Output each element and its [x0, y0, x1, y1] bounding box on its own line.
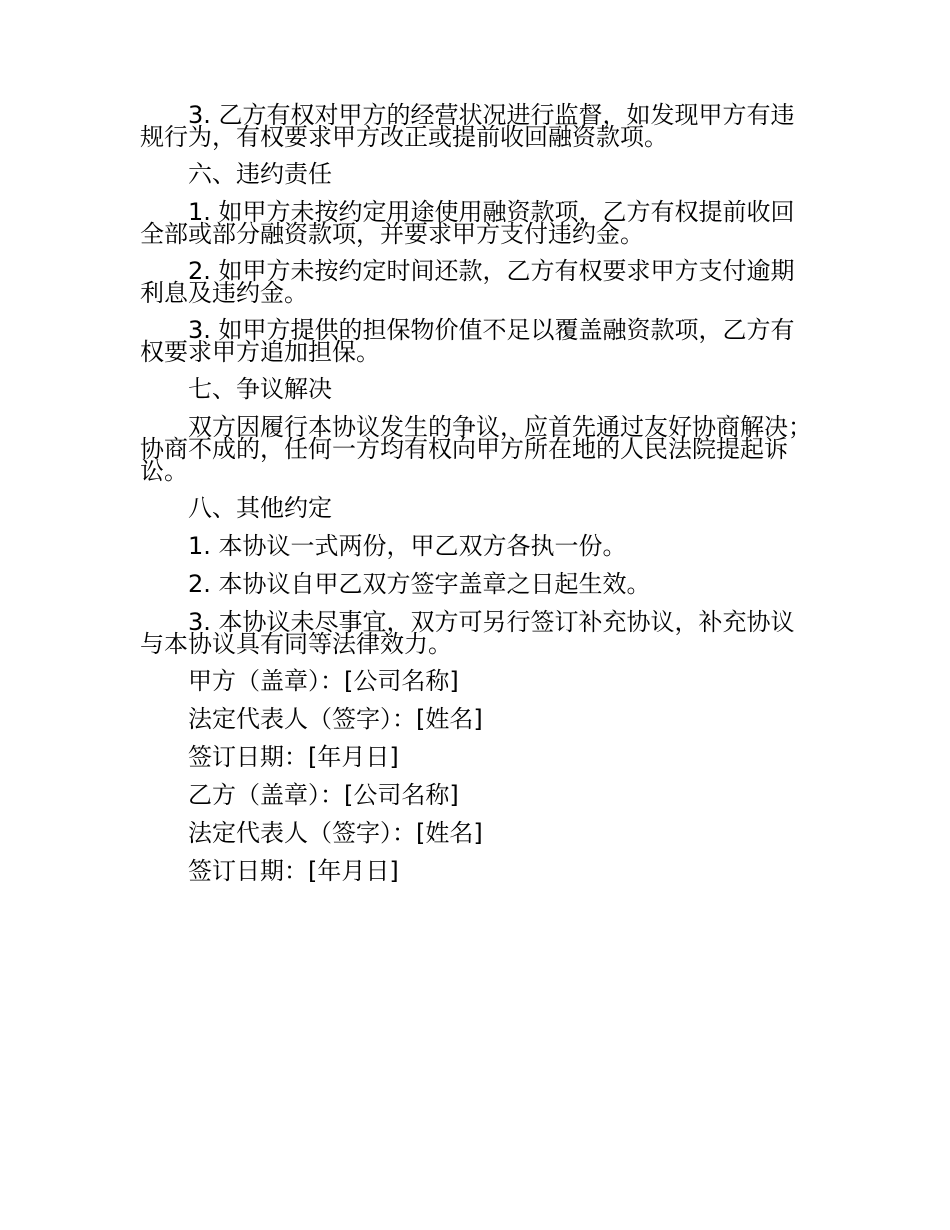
document-page — [140, 101, 812, 898]
clause-dispute: 双方因履行本协议发生的争议，应首先通过友好协商解决；协商不成的，任何一方均有权向甲方所在地的人民法院提起诉讼。 — [140, 413, 812, 485]
party-a-sign-date: 签订日期：[年月日] — [188, 743, 399, 771]
clause-other-1: 1. 本协议一式两份，甲乙双方各执一份。 — [188, 532, 627, 560]
section-heading-dispute-resolution: 七、争议解决 — [188, 375, 332, 403]
party-a-representative: 法定代表人（签字）：[姓名] — [188, 705, 483, 733]
clause-default-1: 1. 如甲方未按约定用途使用融资款项，乙方有权提前收回全部或部分融资款项，并要求甲方支付违约金。 — [140, 198, 795, 248]
party-a-seal: 甲方（盖章）：[公司名称] — [188, 667, 459, 695]
clause-other-3: 3. 本协议未尽事宜，双方可另行签订补充协议，补充协议与本协议具有同等法律效力。 — [140, 608, 795, 658]
party-b-seal: 乙方（盖章）：[公司名称] — [188, 781, 459, 809]
section-heading-default-liability: 六、违约责任 — [188, 160, 332, 188]
clause-six-3-supervision: 3. 乙方有权对甲方的经营状况进行监督，如发现甲方有违规行为，有权要求甲方改正或提前收回融资款项。 — [140, 101, 795, 151]
section-heading-other-terms: 八、其他约定 — [188, 494, 332, 522]
clause-default-2: 2. 如甲方未按约定时间还款，乙方有权要求甲方支付逾期利息及违约金。 — [140, 257, 795, 307]
clause-other-2: 2. 本协议自甲乙双方签字盖章之日起生效。 — [188, 570, 651, 598]
party-b-representative: 法定代表人（签字）：[姓名] — [188, 819, 483, 847]
clause-default-3: 3. 如甲方提供的担保物价值不足以覆盖融资款项，乙方有权要求甲方追加担保。 — [140, 316, 795, 366]
party-b-sign-date: 签订日期：[年月日] — [188, 857, 399, 885]
